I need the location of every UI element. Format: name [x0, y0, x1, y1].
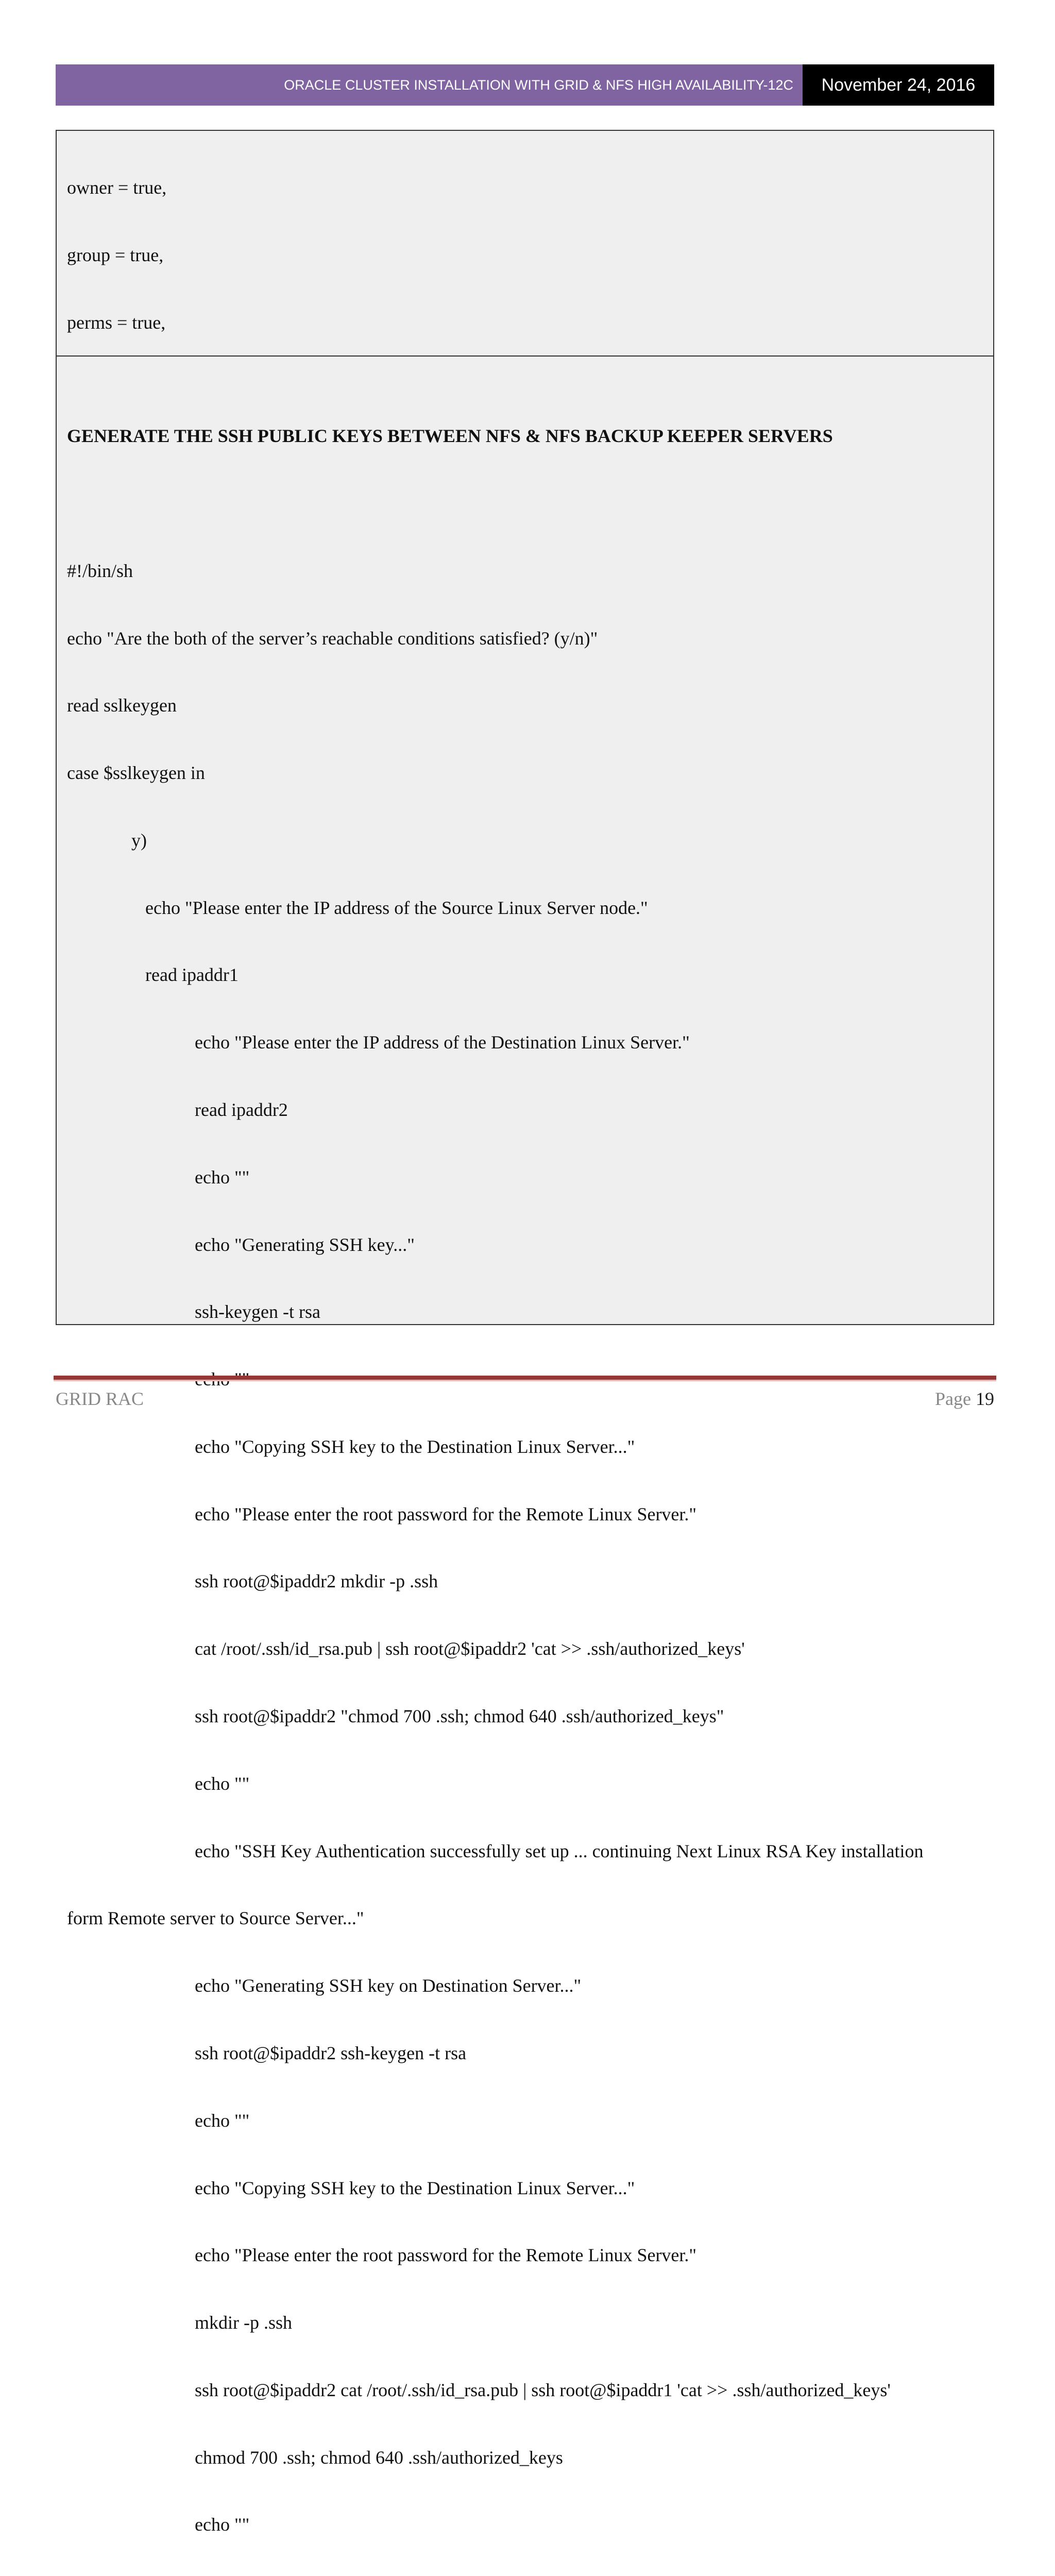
- code-line: echo "Generating SSH key on Destination Server...": [195, 1975, 582, 1996]
- blank-line: [67, 493, 983, 515]
- code-line: echo "": [195, 2110, 250, 2131]
- code-line: owner = true,: [67, 177, 167, 198]
- code-line: echo "Please enter the IP address of the Destination Linux Server.": [195, 1032, 690, 1053]
- ssh-script-code: [67, 380, 983, 2576]
- code-line: echo "Please enter the root password for the Remote Linux Server.": [195, 2245, 697, 2266]
- header-title-bar: [56, 64, 803, 106]
- code-line: read ipaddr1: [145, 964, 239, 986]
- code-line: y): [131, 829, 147, 851]
- code-line: echo "Please enter the root password for the Remote Linux Server.": [195, 1503, 697, 1524]
- code-line: cat /root/.ssh/id_rsa.pub | ssh root@$ipaddr2 'cat >> .ssh/authorized_keys': [195, 1638, 745, 1659]
- code-line: form Remote server to Source Server...": [67, 1908, 364, 1929]
- section-heading: GENERATE THE SSH PUBLIC KEYS BETWEEN NFS & NFS BACKUP KEEPER SERVERS: [67, 426, 833, 447]
- code-line: echo "Please enter the IP address of the Source Linux Server node.": [145, 897, 648, 918]
- footer-label: GRID RAC: [56, 1388, 144, 1409]
- code-line: read sslkeygen: [67, 695, 177, 716]
- code-line: chmod 700 .ssh; chmod 640 .ssh/authorized_keys: [195, 2447, 563, 2468]
- code-line: echo "Are the both of the server’s reachable conditions satisfied? (y/n)": [67, 628, 598, 649]
- code-line: echo "Copying SSH key to the Destination Linux Server...": [195, 2177, 635, 2198]
- code-line: mkdir -p .ssh: [195, 2312, 292, 2333]
- code-line: echo "Generating SSH key...": [195, 1234, 415, 1255]
- code-line: echo "": [195, 1166, 250, 1188]
- code-line: ssh root@$ipaddr2 mkdir -p .ssh: [195, 1571, 438, 1592]
- code-line: ssh root@$ipaddr2 ssh-keygen -t rsa: [195, 2042, 467, 2063]
- document-title: ORACLE CLUSTER INSTALLATION WITH GRID & NFS HIGH AVAILABILITY-12C: [284, 77, 793, 93]
- document-date: November 24, 2016: [821, 75, 976, 95]
- code-line: echo "Copying SSH key to the Destination Linux Server...": [195, 1436, 635, 1457]
- page-number: [935, 1388, 994, 1410]
- code-line: read ipaddr2: [195, 1099, 288, 1120]
- page-label: Page: [935, 1388, 971, 1409]
- code-line: ssh root@$ipaddr2 cat /root/.ssh/id_rsa.pub | ssh root@$ipaddr1 'cat >> .ssh/authorized_keys': [195, 2379, 891, 2400]
- code-line: ssh root@$ipaddr2 "chmod 700 .ssh; chmod 640 .ssh/authorized_keys": [195, 1706, 724, 1727]
- code-line: echo "SSH Key Authentication successfully set up ... continuing Next Linux RSA Key installation: [195, 1840, 924, 1861]
- code-line: #!/bin/sh: [67, 560, 133, 581]
- page-number-value: 19: [976, 1388, 994, 1409]
- code-line: echo "": [195, 1773, 250, 1794]
- footer-divider: [54, 1376, 996, 1381]
- code-line: perms = true,: [67, 312, 166, 333]
- code-line: case $sslkeygen in: [67, 762, 205, 784]
- code-line: echo "": [195, 2514, 250, 2535]
- code-line: group = true,: [67, 244, 164, 265]
- config-code-block: [56, 130, 994, 357]
- code-line: ssh-keygen -t rsa: [195, 1301, 320, 1323]
- header-date-box: [803, 64, 994, 106]
